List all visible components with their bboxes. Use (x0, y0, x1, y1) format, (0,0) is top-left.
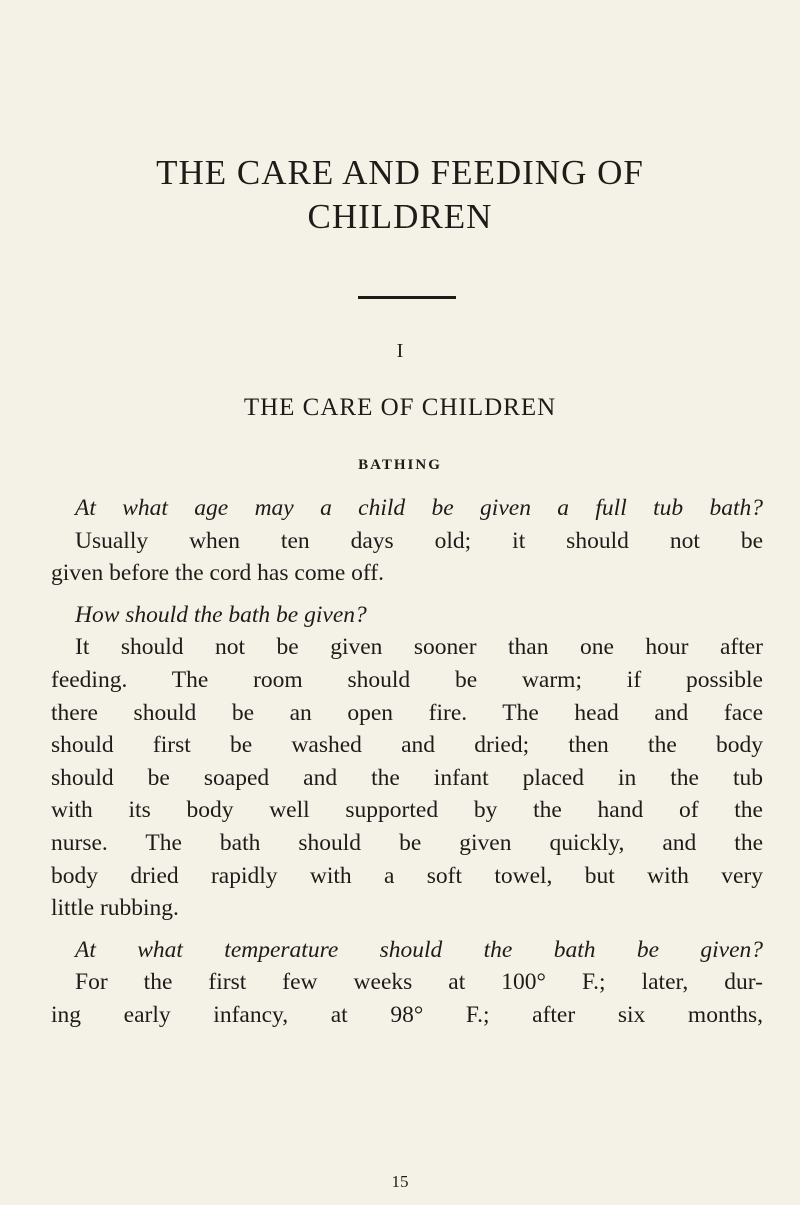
question-2: How should the bath be given? (75, 601, 367, 628)
chapter-number: I (396, 340, 404, 362)
answer-3-line-2: ing early infancy, at 98° F.; after six months, (51, 1001, 763, 1028)
answer-1-line-2: given before the cord has come off. (51, 560, 385, 587)
answer-2-line-8: body dried rapidly with a soft towel, but with very (51, 862, 763, 889)
answer-2-line-7: nurse. The bath should be given quickly, and the (51, 829, 763, 856)
answer-2-line-6: with its body well supported by the hand of the (51, 797, 763, 824)
answer-2-line-3: there should be an open fire. The head and face (51, 699, 763, 726)
chapter-title: THE CARE OF CHILDREN (243, 394, 557, 421)
answer-2-line-2: feeding. The room should be warm; if possible (51, 666, 763, 693)
qa-block-2 (51, 599, 763, 925)
answer-3-line-1: For the first few weeks at 100° F.; later, dur- (75, 969, 763, 996)
body-text (51, 492, 763, 1041)
title-divider (358, 296, 456, 299)
qa-block-1 (51, 492, 763, 590)
answer-2-line-4: should first be washed and dried; then the body (51, 732, 763, 759)
book-title-line-2: CHILDREN (307, 197, 493, 236)
page-number: 15 (391, 1172, 409, 1191)
question-1: At what age may a child be given a full tub bath? (75, 495, 763, 521)
qa-block-3 (51, 934, 763, 1032)
answer-2-line-1: It should not be given sooner than one hour after (75, 634, 763, 661)
answer-2-line-5: should be soaped and the infant placed in the tub (51, 764, 763, 791)
question-3: At what temperature should the bath be given? (75, 936, 763, 963)
book-title-line-1: THE CARE AND FEEDING OF (156, 153, 644, 192)
section-title: BATHING (358, 457, 442, 473)
answer-1-line-1: Usually when ten days old; it should not be (75, 527, 763, 554)
answer-2-line-9: little rubbing. (51, 895, 179, 922)
